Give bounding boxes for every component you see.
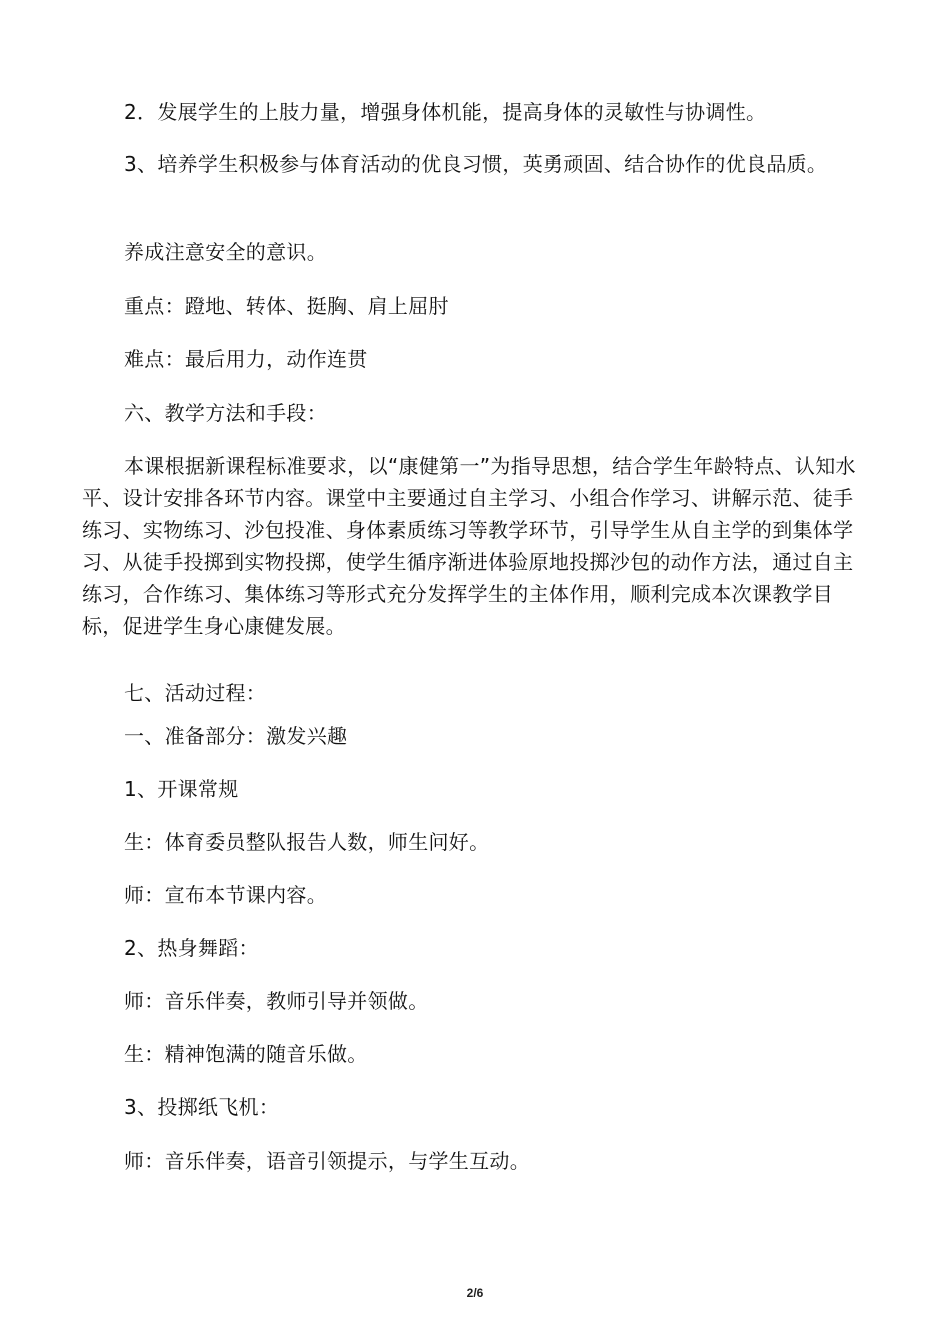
student-line-1: 生：体育委员整队报告人数，师生问好。 <box>124 830 490 854</box>
student-line-2: 生：精神饱满的随音乐做。 <box>124 1042 368 1066</box>
safety-awareness: 养成注意安全的意识。 <box>124 240 327 264</box>
teacher-line-2: 师：音乐伴奏，教师引导并领做。 <box>124 989 429 1013</box>
teacher-line-1: 师：宣布本节课内容。 <box>124 883 327 907</box>
preparation-heading: 一、准备部分：激发兴趣 <box>124 724 348 748</box>
paper-plane-heading: 3、投掷纸飞机： <box>124 1095 280 1119</box>
methods-paragraph: 本课根据新课程标准要求，以“康健第一”为指导思想，结合学生年龄特点、认知水平、设计安排各环节内容。课堂中主要通过自主学习、小组合作学习、讲解示范、徒手练习、实物练习、沙包投准、身体素质练习等教学环节，引导学生从自主学的到集体学习、从徒手投掷到实物投掷，使学生循序渐进体验原地投掷沙包的动作方法，通过自主练习，合作练习、集体练习等形式充分发挥学生的主体作用，顺利完成本次课教学目标，促进学生身心康健发展。 <box>82 454 856 638</box>
section-heading-activity: 七、活动过程： <box>124 681 267 705</box>
teacher-line-3: 师：音乐伴奏，语音引领提示，与学生互动。 <box>124 1149 530 1173</box>
opening-routine: 1、开课常规 <box>124 777 239 801</box>
warmup-dance-heading: 2、热身舞蹈： <box>124 936 259 960</box>
section-heading-methods: 六、教学方法和手段： <box>124 401 327 425</box>
objective-3: 3、培养学生积极参与体育活动的优良习惯，英勇顽固、结合协作的优良品质。 <box>124 152 828 176</box>
key-points: 重点：蹬地、转体、挺胸、肩上屈肘 <box>124 294 449 318</box>
objective-2: 2．发展学生的上肢力量，增强身体机能，提高身体的灵敏性与协调性。 <box>124 100 767 124</box>
page-number: 2/6 <box>466 1286 484 1300</box>
difficult-points: 难点：最后用力，动作连贯 <box>124 347 368 371</box>
